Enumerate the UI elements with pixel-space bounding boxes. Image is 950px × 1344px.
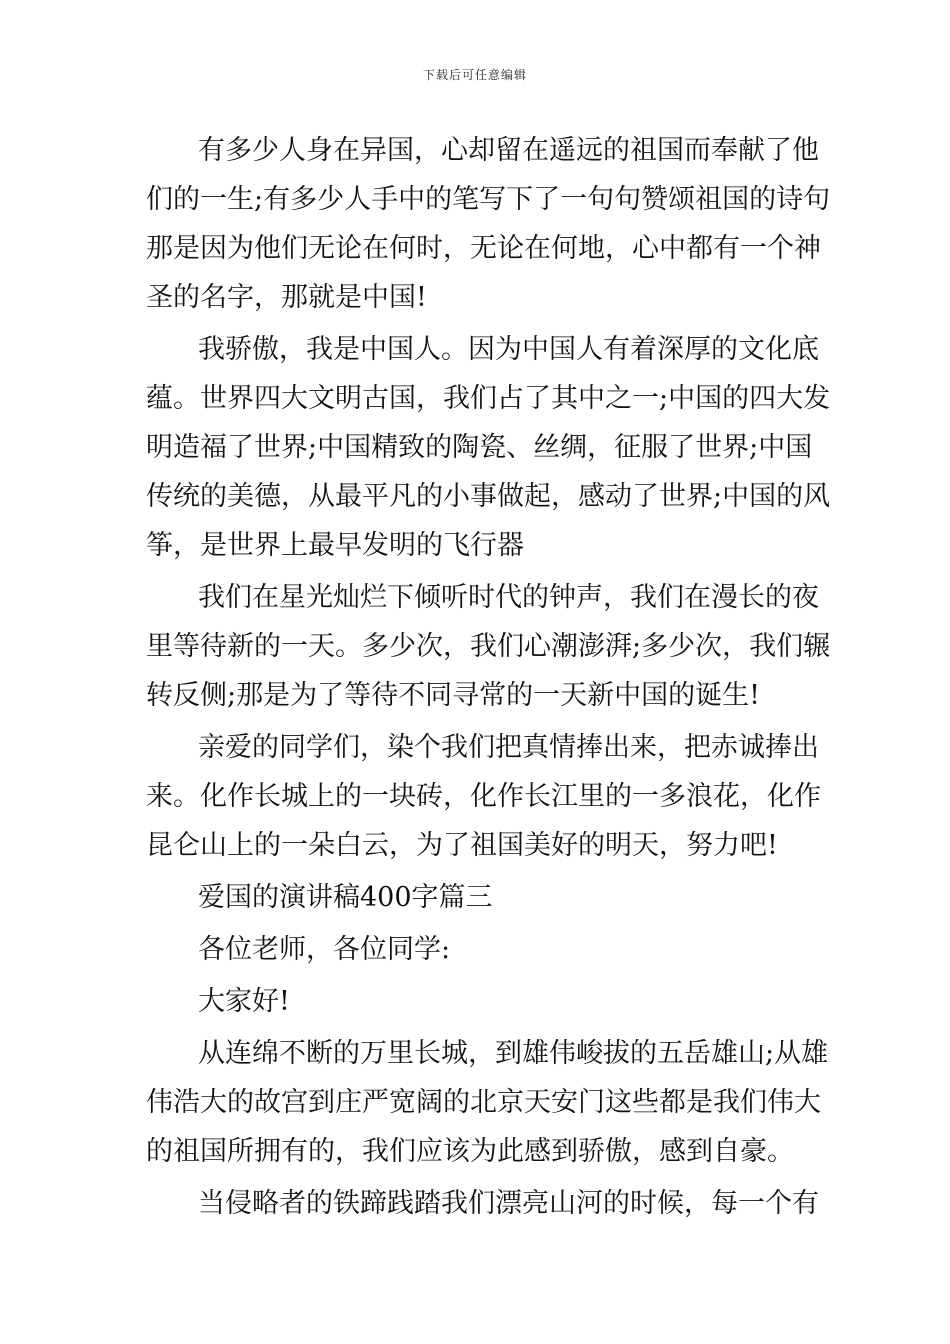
section-heading (146, 873, 808, 922)
text-line: 明造福了世界;中国精致的陶瓷、丝绸，征服了世界;中国 (146, 432, 813, 463)
text-line: 筝，是世界上最早发明的飞行器 (146, 530, 524, 561)
text-line: 我们在星光灿烂下倾听时代的钟声，我们在漫长的夜 (198, 582, 819, 613)
text-line: 们的一生;有多少人手中的笔写下了一句句赞颂祖国的诗句 (146, 184, 831, 215)
heading-line: 爱国的演讲稿400字篇三 (198, 882, 493, 913)
text-line: 亲爱的同学们，染个我们把真情捧出来，把赤诚捧出 (198, 732, 819, 763)
paragraph-4 (146, 723, 821, 870)
text-line: 各位老师，各位同学: (198, 934, 451, 965)
page-header: 下载后可任意编辑 (422, 68, 527, 82)
text-line: 来。化作长城上的一块砖，化作长江里的一多浪花，化作 (146, 781, 821, 812)
greeting (146, 977, 808, 1026)
paragraph-2 (146, 325, 831, 570)
text-line: 传统的美德，从最平凡的小事做起，感动了世界;中国的风 (146, 481, 831, 512)
text-line: 圣的名字，那就是中国! (146, 282, 427, 313)
paragraph-5 (146, 1029, 829, 1176)
paragraph-3 (146, 573, 831, 720)
text-line: 从连绵不断的万里长城，到雄伟峻拔的五岳雄山;从雄 (198, 1038, 829, 1069)
document-body (146, 126, 831, 1228)
text-line: 的祖国所拥有的，我们应该为此感到骄傲，感到自豪。 (146, 1136, 794, 1167)
text-line: 大家好! (198, 986, 290, 1017)
paragraph-6 (146, 1179, 819, 1228)
paragraph-1 (146, 126, 831, 322)
text-line: 我骄傲，我是中国人。因为中国人有着深厚的文化底 (198, 334, 819, 365)
text-line: 那是因为他们无论在何时，无论在何地，心中都有一个神 (146, 233, 821, 264)
text-line: 转反侧;那是为了等待不同寻常的一天新中国的诞生! (146, 680, 760, 711)
text-line: 蕴。世界四大文明古国，我们占了其中之一;中国的四大发 (146, 383, 831, 414)
salutation (146, 925, 808, 974)
text-line: 当侵略者的铁蹄践踏我们漂亮山河的时候，每一个有 (198, 1188, 819, 1219)
text-line: 昆仑山上的一朵白云，为了祖国美好的明天，努力吧! (146, 830, 778, 861)
text-line: 有多少人身在异国，心却留在遥远的祖国而奉献了他 (198, 135, 819, 166)
text-line: 伟浩大的故宫到庄严宽阔的北京天安门这些都是我们伟大 (146, 1087, 821, 1118)
text-line: 里等待新的一天。多少次，我们心潮澎湃;多少次，我们辗 (146, 631, 831, 662)
